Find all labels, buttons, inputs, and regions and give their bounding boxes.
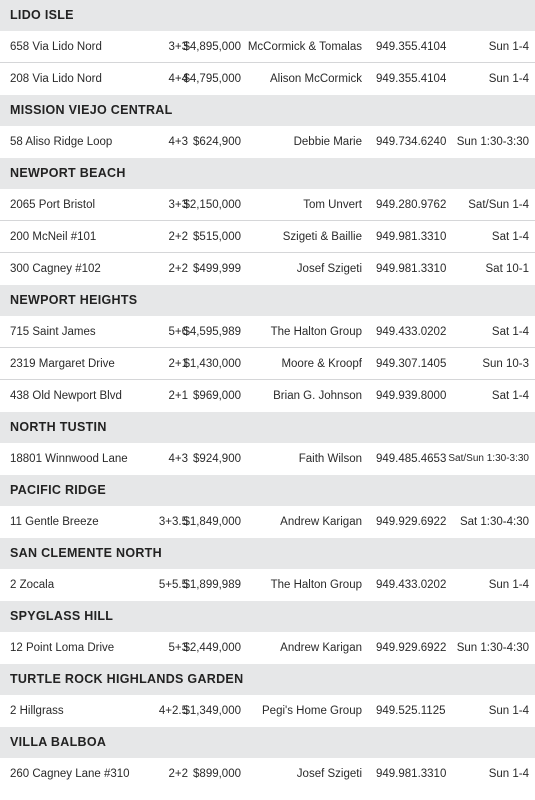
listing-time: Sat 1-4 [491, 390, 529, 402]
listing-price: $2,150,000 [183, 199, 241, 211]
listing-rooms: 2+2 [168, 263, 188, 275]
listing-address: 715 Saint James [10, 326, 96, 338]
listing-price: $969,000 [193, 390, 241, 402]
listing-row [0, 695, 535, 727]
listing-price: $1,349,000 [183, 705, 241, 717]
listing-price: $2,449,000 [183, 642, 241, 654]
listing-row [0, 221, 535, 253]
section-header: NORTH TUSTIN [0, 412, 535, 443]
listing-price: $899,000 [193, 768, 241, 780]
listing-agent: Josef Szigeti [296, 768, 362, 780]
listing-row [0, 348, 535, 380]
listing-row [0, 569, 535, 601]
listing-rooms: 3+3 [168, 199, 188, 211]
listing-price: $499,999 [193, 263, 241, 275]
listing-rooms: 2+1 [168, 358, 188, 370]
listing-address: 2065 Port Bristol [10, 199, 96, 211]
listing-rooms: 2+2 [168, 231, 188, 243]
listing-rooms: 5+6 [168, 326, 188, 338]
listing-rooms: 4+3 [168, 136, 188, 148]
listing-price: $515,000 [193, 231, 241, 243]
listing-row [0, 253, 535, 285]
listing-time: Sat 10-1 [485, 263, 529, 275]
listing-address: 2 Zocala [10, 579, 55, 591]
section-header: SPYGLASS HILL [0, 601, 535, 632]
listing-agent: Brian G. Johnson [273, 390, 362, 402]
listing-time: Sun 1-4 [488, 579, 529, 591]
listing-rooms: 2+1 [168, 390, 188, 402]
listing-rooms: 3+3 [168, 41, 188, 53]
listing-time: Sun 10-3 [482, 358, 529, 370]
listing-row [0, 31, 535, 63]
listing-price: $4,895,000 [183, 41, 241, 53]
listing-address: 438 Old Newport Blvd [10, 390, 122, 402]
listing-time: Sat 1-4 [491, 326, 529, 338]
listing-row [0, 316, 535, 348]
listing-address: 12 Point Loma Drive [10, 642, 115, 654]
listing-time: Sun 1-4 [488, 73, 529, 85]
listing-price: $4,795,000 [183, 73, 241, 85]
listing-agent: Faith Wilson [298, 453, 362, 465]
listing-agent: Tom Unvert [303, 199, 362, 211]
listing-phone: 949.433.0202 [376, 326, 447, 338]
listing-phone: 949.981.3310 [376, 231, 447, 243]
listing-address: 200 McNeil #101 [10, 231, 97, 243]
listing-address: 18801 Winnwood Lane [10, 453, 128, 465]
listing-row [0, 63, 535, 95]
listing-phone: 949.355.4104 [376, 73, 447, 85]
listing-agent: Debbie Marie [293, 136, 362, 148]
listing-phone: 949.307.1405 [376, 358, 447, 370]
section-header: NEWPORT BEACH [0, 158, 535, 189]
listing-agent: Alison McCormick [269, 73, 362, 85]
listing-phone: 949.929.6922 [376, 642, 447, 654]
listing-phone: 949.939.8000 [376, 390, 447, 402]
listing-phone: 949.485.4653 [376, 453, 447, 465]
listing-row [0, 632, 535, 664]
listing-price: $1,899,989 [183, 579, 241, 591]
listing-address: 658 Via Lido Nord [10, 41, 102, 53]
section-header: MISSION VIEJO CENTRAL [0, 95, 535, 126]
listing-rooms: 2+2 [168, 768, 188, 780]
listing-agent: Pegi's Home Group [262, 705, 362, 717]
listing-agent: The Halton Group [270, 326, 362, 338]
listing-phone: 949.433.0202 [376, 579, 447, 591]
listing-price: $1,430,000 [183, 358, 241, 370]
listing-address: 260 Cagney Lane #310 [10, 768, 130, 780]
listing-row [0, 126, 535, 158]
section-header: LIDO ISLE [0, 0, 535, 31]
listing-address: 300 Cagney #102 [10, 263, 101, 275]
listing-time: Sun 1-4 [488, 41, 529, 53]
listing-rooms: 4+3 [168, 453, 188, 465]
listing-phone: 949.929.6922 [376, 516, 447, 528]
listing-address: 2319 Margaret Drive [10, 358, 115, 370]
listing-phone: 949.355.4104 [376, 41, 447, 53]
section-header: NEWPORT HEIGHTS [0, 285, 535, 316]
listing-agent: The Halton Group [270, 579, 362, 591]
listing-time: Sat/Sun 1:30-3:30 [448, 453, 529, 464]
listing-phone: 949.734.6240 [376, 136, 447, 148]
listing-agent: Andrew Karigan [280, 642, 362, 654]
listing-row [0, 189, 535, 221]
section-header: TURTLE ROCK HIGHLANDS GARDEN [0, 664, 535, 695]
listing-time: Sun 1-4 [488, 768, 529, 780]
listing-time: Sun 1:30-3:30 [456, 136, 529, 148]
listing-phone: 949.981.3310 [376, 263, 447, 275]
listing-price: $1,849,000 [183, 516, 241, 528]
listing-agent: Josef Szigeti [296, 263, 362, 275]
listing-row [0, 506, 535, 538]
listing-agent: Moore & Kroopf [281, 358, 362, 370]
listing-rooms: 5+3 [168, 642, 188, 654]
listing-row [0, 758, 535, 790]
listing-address: 11 Gentle Breeze [10, 516, 99, 528]
listing-agent: McCormick & Tomalas [247, 41, 362, 53]
listing-time: Sat 1:30-4:30 [459, 516, 529, 528]
listing-time: Sun 1:30-4:30 [456, 642, 529, 654]
listing-time: Sat/Sun 1-4 [468, 199, 529, 211]
listing-time: Sat 1-4 [491, 231, 529, 243]
listing-price: $924,900 [193, 453, 241, 465]
listing-row [0, 443, 535, 475]
listing-rooms: 4+4 [168, 73, 188, 85]
listing-agent: Szigeti & Baillie [282, 231, 362, 243]
section-header: SAN CLEMENTE NORTH [0, 538, 535, 569]
listing-agent: Andrew Karigan [280, 516, 362, 528]
listing-price: $4,595,989 [183, 326, 241, 338]
listing-phone: 949.280.9762 [376, 199, 447, 211]
section-header: VILLA BALBOA [0, 727, 535, 758]
section-header: PACIFIC RIDGE [0, 475, 535, 506]
listing-time: Sun 1-4 [488, 705, 529, 717]
listing-address: 2 Hillgrass [10, 705, 64, 717]
listing-row [0, 380, 535, 412]
listing-rooms: 5+5.5 [158, 579, 188, 591]
listing-price: $624,900 [193, 136, 241, 148]
listing-address: 58 Aliso Ridge Loop [10, 136, 113, 148]
listing-phone: 949.525.1125 [376, 705, 446, 717]
listing-phone: 949.981.3310 [376, 768, 447, 780]
listing-rooms: 3+3.5 [158, 516, 188, 528]
listing-rooms: 4+2.5 [158, 705, 188, 717]
listing-address: 208 Via Lido Nord [10, 73, 102, 85]
